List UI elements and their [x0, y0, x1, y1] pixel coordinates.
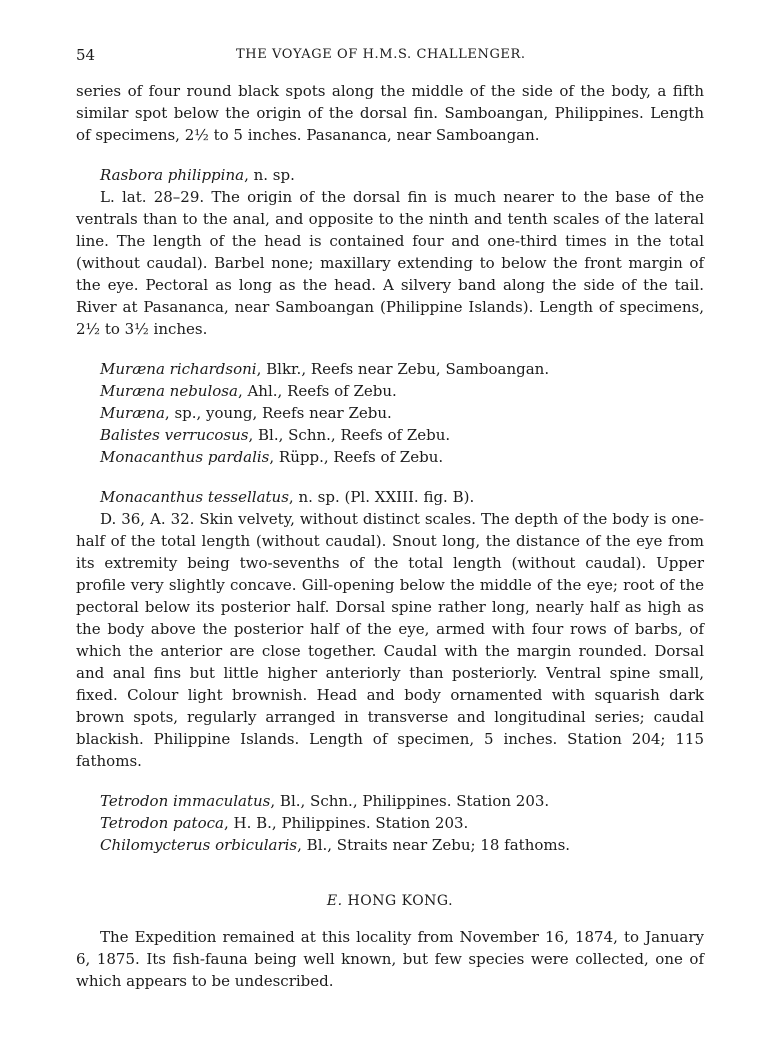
page-body [76, 80, 704, 992]
species-name: Rasbora philippina [100, 166, 245, 184]
species-name: Monacanthus tessellatus [100, 488, 289, 506]
list-item: Tetrodon patoca, H. B., Philippines. Station 203. [100, 814, 469, 832]
species-list [76, 790, 704, 856]
running-head: THE VOYAGE OF H.M.S. CHALLENGER. [236, 47, 526, 62]
list-item: Chilomycterus orbicularis, Bl., Straits near Zebu; 18 fathoms. [100, 836, 571, 854]
section-title: HONG KONG. [347, 893, 454, 909]
list-item: Monacanthus pardalis, Rüpp., Reefs of Zebu. [100, 448, 444, 466]
section-heading [76, 890, 704, 912]
monacanthus-description: D. 36, A. 32. Skin velvety, without distinct scales. The depth of the body is one-half of the total length (without caudal). Snout long, the distance of the eye from its extremity being two-sevenths of the total length (without caudal). Upper profile very slightly concave. Gill-opening below the middle of the eye; root of the pectoral below its posterior half. Dorsal spine rather long, nearly half as high as the body above the posterior half of the eye, armed with four rows of barbs, of which the anterior are close together. Caudal with the margin rounded. Dorsal and anal fins but little higher anteriorly than posteriorly. Ventral spine small, fixed. Colour light brownish. Head and body ornamented with squarish dark brown spots, regularly arranged in transverse and longitudinal series; caudal blackish. Philippine Islands. Length of specimen, 5 inches. Station 204; 115 fathoms. [76, 510, 704, 770]
list-item: Muræna nebulosa, Ahl., Reefs of Zebu. [100, 382, 397, 400]
list-item: Muræna richardsoni, Blkr., Reefs near Zebu, Samboangan. [100, 360, 550, 378]
rasbora-entry-title [76, 164, 704, 186]
hong-kong-paragraph: The Expedition remained at this locality from November 16, 1874, to January 6, 1875. Its fish-fauna being well known, but few species were collected, one of which appears to be undescribed. [76, 928, 704, 990]
page-number: 54 [76, 46, 96, 64]
species-suffix: , n. sp. [244, 166, 295, 184]
section-letter: E. [326, 893, 343, 909]
species-list [76, 358, 704, 468]
list-item: Muræna, sp., young, Reefs near Zebu. [100, 404, 392, 422]
list-item: Tetrodon immaculatus, Bl., Schn., Philippines. Station 203. [100, 792, 550, 810]
monacanthus-entry-title [76, 486, 704, 508]
species-suffix: , n. sp. (Pl. XXIII. fig. B). [288, 488, 475, 506]
continuation-paragraph: series of four round black spots along the middle of the side of the body, a fifth similar spot below the origin of the dorsal fin. Samboangan, Philippines. Length of specimens, 2½ to 5 inches. Pasananca, near Samboangan. [76, 82, 704, 144]
page-header [76, 44, 704, 66]
list-item: Balistes verrucosus, Bl., Schn., Reefs of Zebu. [100, 426, 451, 444]
rasbora-description: L. lat. 28–29. The origin of the dorsal fin is much nearer to the base of the ventrals than to the anal, and opposite to the ninth and tenth scales of the lateral line. The length of the head is contained four and one-third times in the total (without caudal). Barbel none; maxillary extending to below the front margin of the eye. Pectoral as long as the head. A silvery band along the side of the tail. River at Pasananca, near Samboangan (Philippine Islands). Length of specimens, 2½ to 3½ inches. [76, 188, 704, 338]
